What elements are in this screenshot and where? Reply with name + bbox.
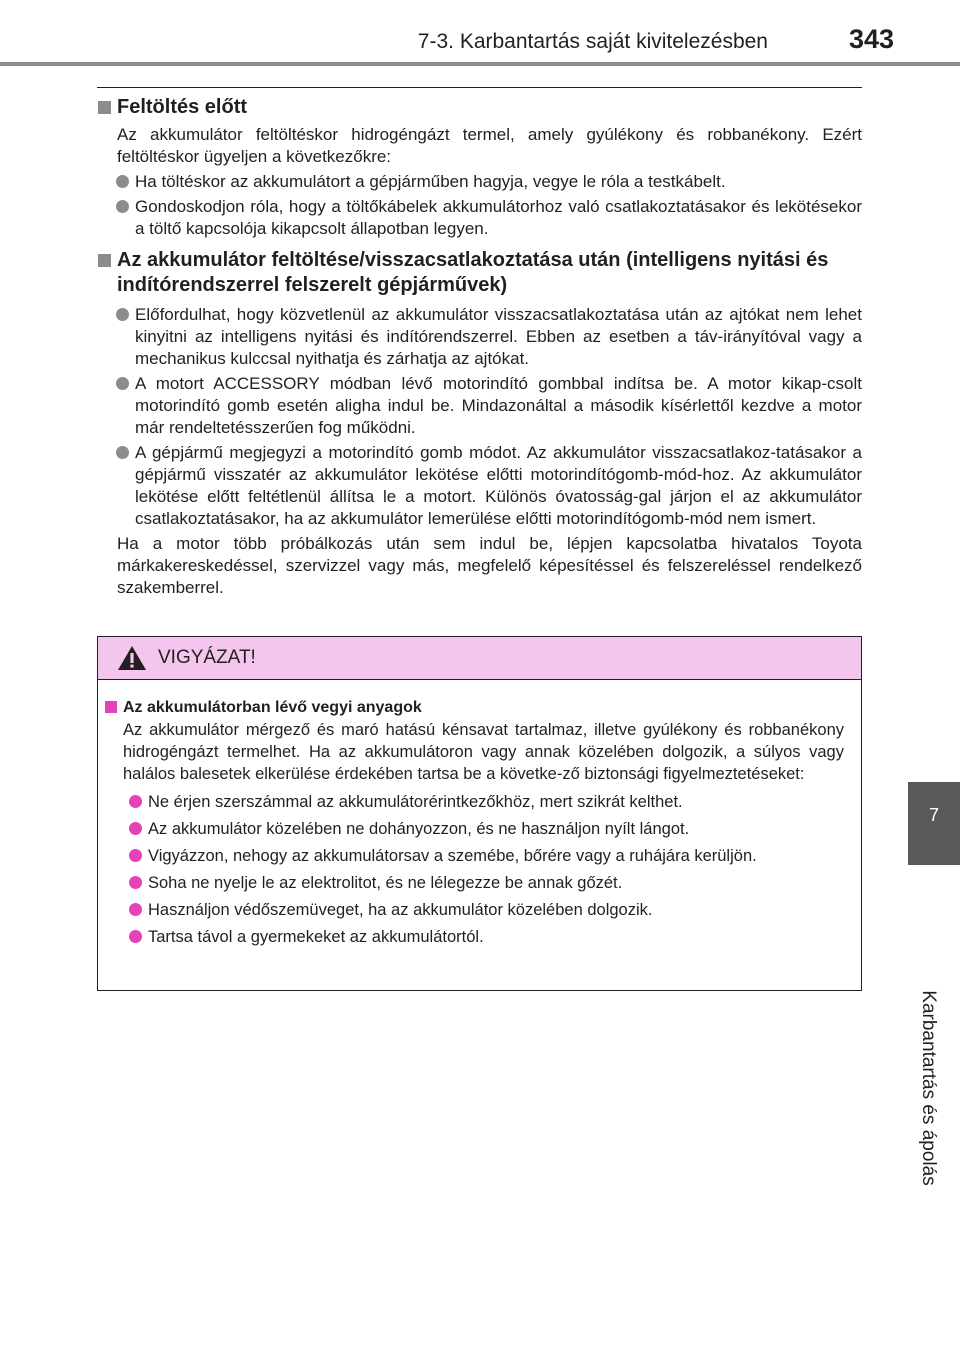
round-bullet-icon	[129, 903, 142, 916]
square-bullet-icon	[98, 101, 111, 114]
list-item-text: Gondoskodjon róla, hogy a töltőkábelek akkumulátorhoz való csatlakoztatásakor és lekötésekor a töltő kapcsolója kikapcsolt állapotban legyen.	[135, 197, 862, 238]
caution-header	[98, 637, 861, 680]
caution-paragraph: Az akkumulátor mérgező és maró hatású kénsavat tartalmaz, illetve gyúlékony és robbanékony hidrogéngázt termelhet. Ha az akkumulátoron vagy annak közelében dolgozik, a súlyos vagy halálos balesetek elkerülése érdekében tartsa be a követke-ző biztonsági figyelmeztetéseket:	[123, 721, 844, 783]
heading-text: Az akkumulátor feltöltése/visszacsatlakoztatása után (intelligens nyitási és indítórendszerrel felszerelt gépjárművek)	[117, 249, 829, 296]
header-rule	[0, 62, 960, 66]
round-bullet-icon	[129, 822, 142, 835]
list-item-text: Használjon védőszemüveget, ha az akkumulátor közelében dolgozik.	[148, 901, 653, 919]
square-bullet-icon	[105, 701, 117, 713]
list-item	[135, 442, 862, 530]
list-item	[148, 899, 844, 921]
chapter-tab	[908, 782, 960, 865]
list-item	[135, 171, 862, 193]
caution-body	[98, 680, 861, 948]
list-item-text: A gépjármű megjegyzi a motorindító gomb módot. Az akkumulátor visszacsatlakoz-tatásakor a gépjármű visszatér az akkumulátor lekötése előtti motorindítógomb-mód-hoz. Az akkumulátor lekötése előtt feltétlenül állítsa le a motort. Különös óvatosság-gal járjon el az akkumulátor csatlakoztatásakor, ha az akkumulátor lemerülése előtti motorindítógomb-mód nem ismert.	[135, 443, 862, 528]
caution-title: VIGYÁZAT!	[158, 647, 256, 668]
section-heading-before-charging	[97, 95, 862, 120]
list-item-text: A motort ACCESSORY módban lévő motorindító gombbal indítsa be. A motor kikap-csolt motorindító gomb esetén aligha indul be. Mindazonáltal a második kísérlettől kezdve a motor már rendeltetésszerűen fog működni.	[135, 374, 862, 437]
list-item	[148, 872, 844, 894]
page-number: 343	[848, 24, 894, 54]
list-item-text: Az akkumulátor közelében ne dohányozzon, és ne használjon nyílt lángot.	[148, 820, 690, 838]
chapter-number: 7	[928, 805, 939, 825]
section-heading-after-charging	[97, 248, 862, 298]
heading-text: Feltöltés előtt	[117, 96, 248, 118]
round-bullet-icon	[116, 446, 129, 459]
round-bullet-icon	[116, 377, 129, 390]
section-title: 7-3. Karbantartás saját kivitelezésben	[417, 30, 768, 53]
main-content	[97, 95, 862, 599]
round-bullet-icon	[116, 308, 129, 321]
heading-text: Az akkumulátorban lévő vegyi anyagok	[123, 699, 422, 716]
list-item	[148, 845, 844, 867]
list-item	[135, 196, 862, 240]
round-bullet-icon	[116, 200, 129, 213]
list-item-text: Tartsa távol a gyermekeket az akkumulátortól.	[148, 928, 484, 946]
content-top-rule	[97, 87, 862, 88]
list-item-text: Soha ne nyelje le az elektrolitot, és ne lélegezze be annak gőzét.	[148, 874, 623, 892]
warning-triangle-icon	[117, 645, 147, 671]
round-bullet-icon	[129, 930, 142, 943]
list-item-text: Előfordulhat, hogy közvetlenül az akkumulátor visszacsatlakoztatása után az ajtókat nem lehet kinyitni az intelligens nyitási és indítórendszerrel. Ebben az esetben a táv-irányítóval vagy a mechanikus kulccsal nyithatja és zárhatja az ajtókat.	[135, 305, 862, 368]
list-item	[135, 304, 862, 370]
round-bullet-icon	[129, 795, 142, 808]
square-bullet-icon	[98, 254, 111, 267]
caution-heading	[102, 697, 844, 718]
list-item	[148, 926, 844, 948]
list-item-text: Ne érjen szerszámmal az akkumulátorérintkezőkhöz, mert szikrát kelthet.	[148, 793, 683, 811]
list-item	[148, 791, 844, 813]
round-bullet-icon	[116, 175, 129, 188]
paragraph: Az akkumulátor feltöltéskor hidrogéngázt termel, amely gyúlékony és robbanékony. Ezért feltöltéskor ügyeljen a következőkre:	[117, 125, 862, 166]
caution-box	[97, 636, 862, 991]
round-bullet-icon	[129, 849, 142, 862]
paragraph: Ha a motor több próbálkozás után sem indul be, lépjen kapcsolatba hivatalos Toyota márkakereskedéssel, szervizzel vagy más, megfelelő képesítéssel és felszereléssel rendelkező szakemberrel.	[117, 534, 862, 597]
list-item-text: Vigyázzon, nehogy az akkumulátorsav a szemébe, bőrére vagy a ruhájára kerüljön.	[148, 847, 757, 865]
chapter-label: Karbantartás és ápolás	[918, 990, 939, 1186]
list-item-text: Ha töltéskor az akkumulátort a gépjárműben hagyja, vegye le róla a testkábelt.	[135, 172, 726, 191]
round-bullet-icon	[129, 876, 142, 889]
list-item	[135, 373, 862, 439]
list-item	[148, 818, 844, 840]
